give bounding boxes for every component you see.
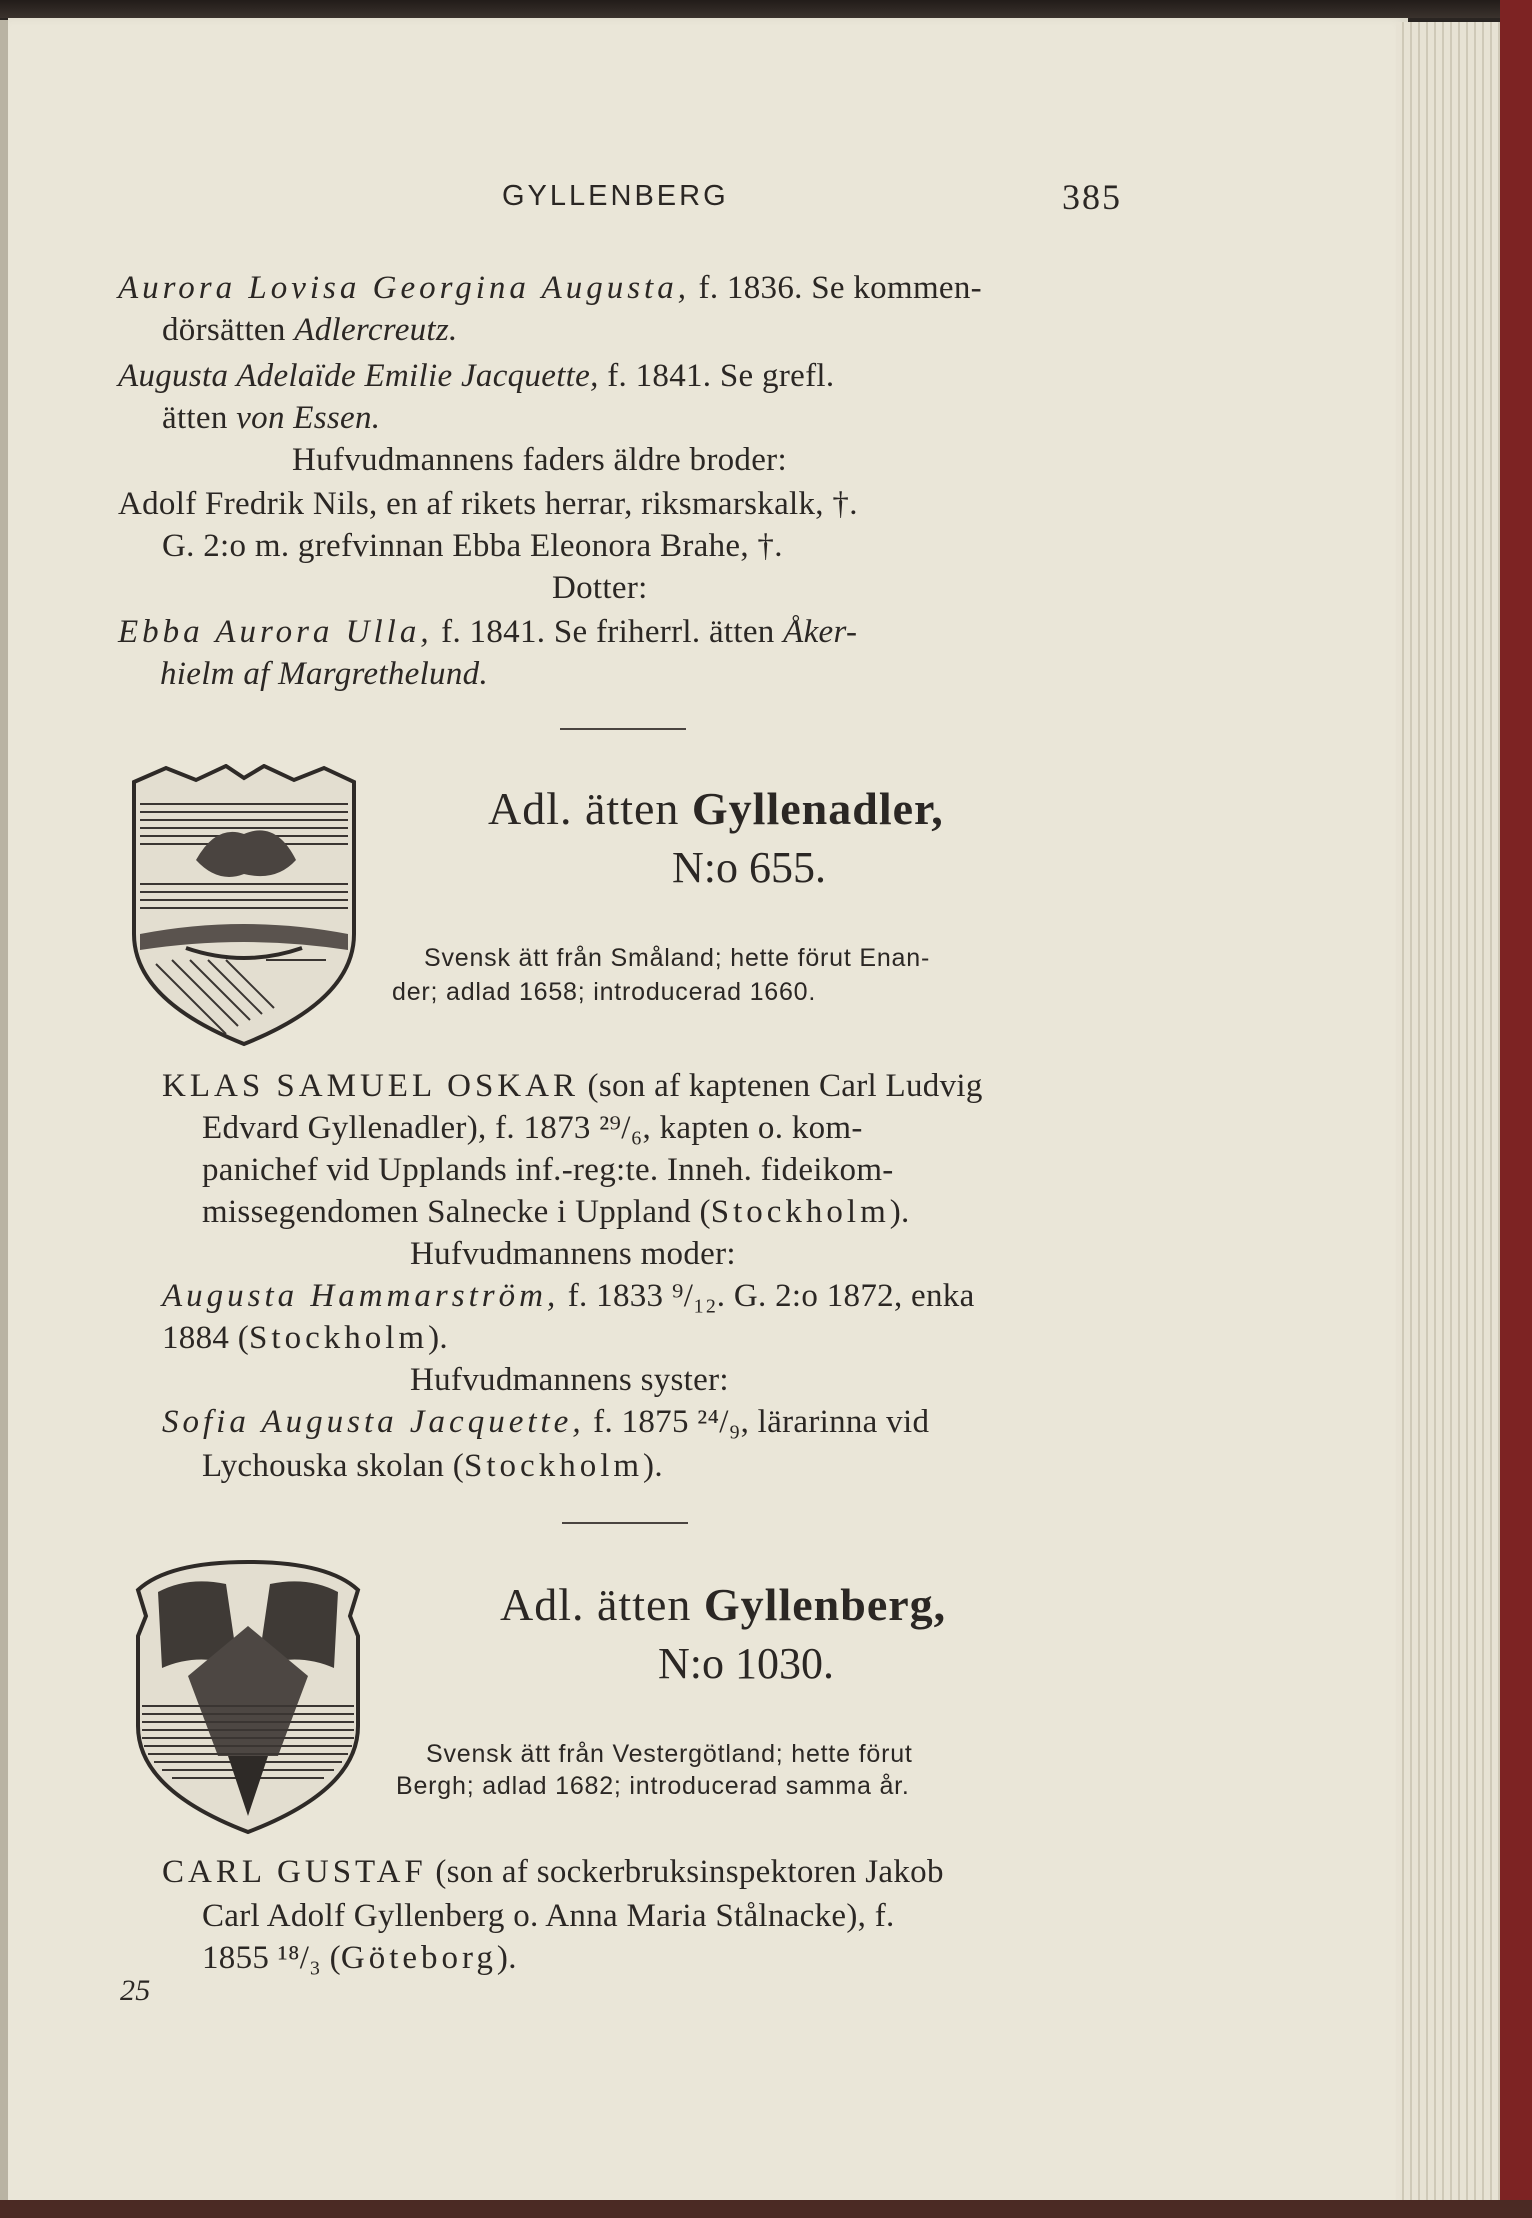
gyllenadler-heading: Adl. ätten Gyllenadler,: [488, 783, 944, 834]
gyllenberg-line-2: Carl Adolf Gyllenberg o. Anna Maria Stålnacke), f.: [202, 1898, 895, 1934]
gyllenadler-line-4: missegendomen Salnecke i Uppland (Stockholm).: [202, 1194, 910, 1230]
section-divider-2: [562, 1522, 688, 1524]
page-number: 385: [1062, 177, 1122, 217]
prev-line-6: Adolf Fredrik Nils, en af rikets herrar, riksmarskalk, †.: [118, 486, 858, 522]
gyllenberg-line-1: CARL GUSTAF (son af sockerbruksinspektoren Jakob: [162, 1854, 944, 1890]
gyllenadler-line-3: panichef vid Upplands inf.-reg:te. Inneh. fideikom-: [202, 1152, 894, 1188]
coat-of-arms-gyllenberg: [128, 1556, 368, 1836]
page-stack-edges: [1396, 22, 1506, 2218]
gyllenadler-number: N:o 655.: [672, 843, 826, 892]
signature-mark: 25: [120, 1974, 151, 2007]
book-bottom-edge: [0, 2200, 1532, 2218]
gyllenadler-line-6: Augusta Hammarström, f. 1833 ⁹/₁₂. G. 2:o 1872, enka: [162, 1278, 975, 1314]
page-left-edge: [0, 20, 8, 2200]
section-divider: [560, 728, 686, 730]
prev-line-4: ätten von Essen.: [162, 400, 381, 436]
gyllenadler-desc-2: der; adlad 1658; introducerad 1660.: [392, 978, 817, 1006]
prev-line-9: Ebba Aurora Ulla, f. 1841. Se friherrl. ätten Åker-: [118, 614, 858, 650]
gyllenberg-desc-2: Bergh; adlad 1682; introducerad samma år.: [396, 1772, 910, 1800]
book-binding: [1500, 0, 1532, 2218]
prev-line-10: hielm af Margrethelund.: [160, 656, 488, 692]
prev-line-3: Augusta Adelaïde Emilie Jacquette, f. 1841. Se grefl.: [118, 358, 835, 394]
running-title: GYLLENBERG: [502, 180, 729, 212]
gyllenadler-line-1: KLAS SAMUEL OSKAR (son af kaptenen Carl Ludvig: [162, 1068, 983, 1104]
prev-line-5: Hufvudmannens faders äldre broder:: [292, 442, 787, 478]
gyllenadler-desc-1: Svensk ätt från Småland; hette förut Enan-: [424, 944, 931, 972]
prev-line-2: dörsätten Adlercreutz.: [162, 312, 458, 348]
gyllenadler-line-10: Lychouska skolan (Stockholm).: [202, 1448, 663, 1484]
coat-of-arms-gyllenadler: [126, 764, 362, 1048]
book-top-edge: [0, 0, 1532, 18]
gyllenadler-line-5: Hufvudmannens moder:: [410, 1236, 736, 1272]
gyllenadler-line-8: Hufvudmannens syster:: [410, 1362, 729, 1398]
prev-line-7: G. 2:o m. grefvinnan Ebba Eleonora Brahe, †.: [162, 528, 783, 564]
gyllenberg-heading: Adl. ätten Gyllenberg,: [500, 1579, 947, 1630]
prev-line-8: Dotter:: [552, 570, 648, 606]
gyllenadler-line-7: 1884 (Stockholm).: [162, 1320, 448, 1356]
gyllenberg-line-3: 1855 ¹⁸/₃ (Göteborg).: [202, 1940, 517, 1976]
gyllenberg-desc-1: Svensk ätt från Vestergötland; hette förut: [426, 1740, 913, 1768]
gyllenadler-line-9: Sofia Augusta Jacquette, f. 1875 ²⁴/₉, lärarinna vid: [162, 1404, 930, 1440]
prev-line-1: Aurora Lovisa Georgina Augusta, f. 1836. Se kommen-: [118, 270, 982, 306]
gyllenadler-line-2: Edvard Gyllenadler), f. 1873 ²⁹/₆, kapten o. kom-: [202, 1110, 863, 1146]
gyllenberg-number: N:o 1030.: [658, 1639, 834, 1688]
